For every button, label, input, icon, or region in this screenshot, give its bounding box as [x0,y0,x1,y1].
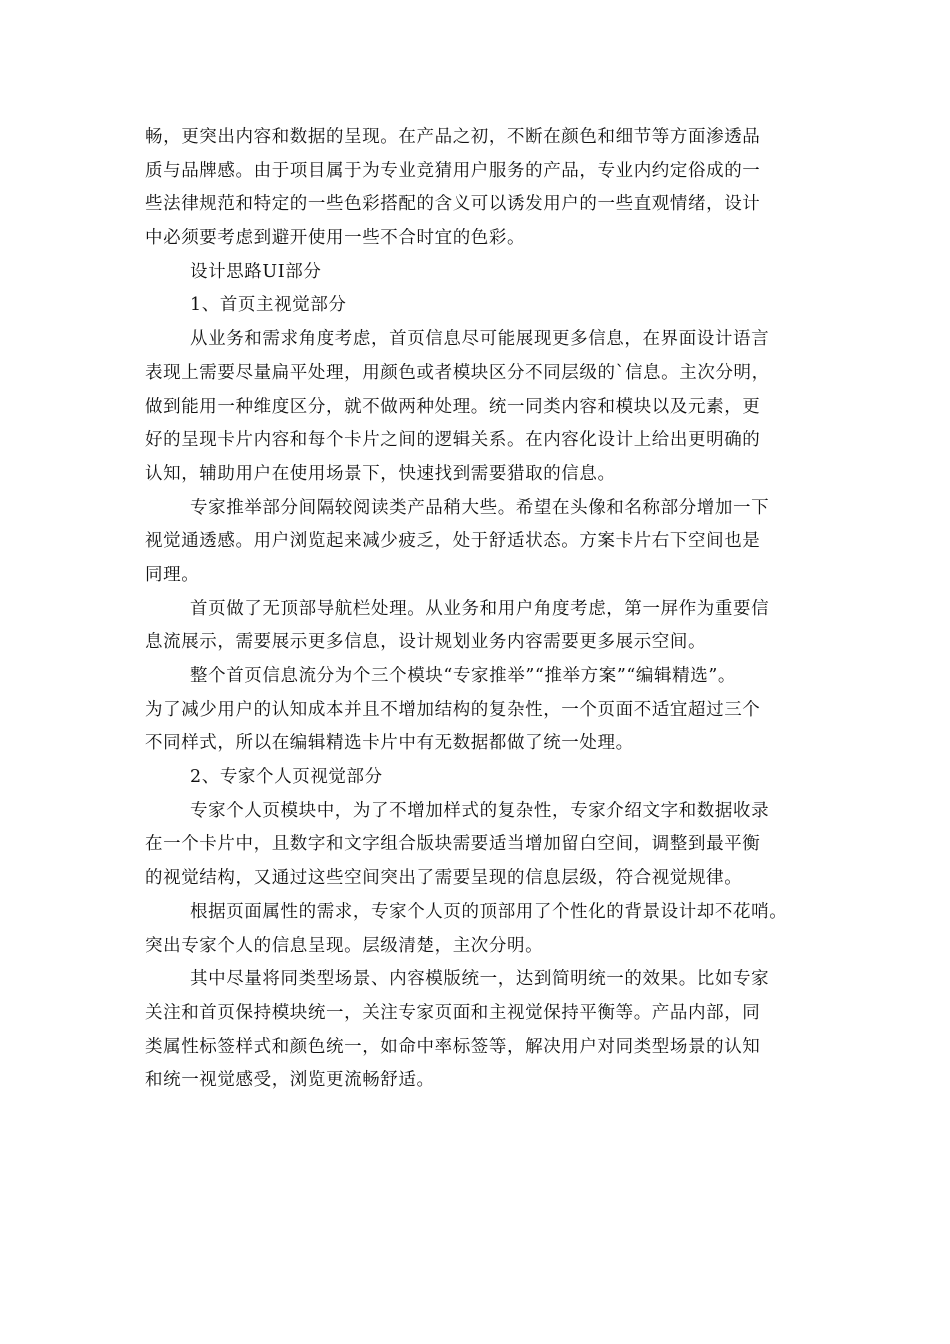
text-line: 为了减少用户的认知成本并且不增加结构的复杂性，一个页面不适宜超过三个 [145,699,761,720]
text-line: 做到能用一种维度区分，就不做两种处理。统一同类内容和模块以及元素，更 [145,396,761,417]
text-line: 和统一视觉感受，浏览更流畅舒适。 [145,1070,435,1091]
text-line: 根据页面属性的需求，专家个人页的顶部用了个性化的背景设计却不花哨。 [190,901,788,922]
document-body [145,121,825,1098]
text-line: 从业务和需求角度考虑，首页信息尽可能展现更多信息，在界面设计语言 [190,329,770,350]
text-line: 设计思路UI部分 [190,261,322,282]
text-line: 息流展示，需要展示更多信息，设计规划业务内容需要更多展示空间。 [145,632,707,653]
text-line: 不同样式，所以在编辑精选卡片中有无数据都做了统一处理。 [145,733,634,754]
text-line: 同理。 [145,564,200,585]
text-line: 畅，更突出内容和数据的呈现。在产品之初，不断在颜色和细节等方面渗透品 [145,127,761,147]
text-line: 2、专家个人页视觉部分 [190,767,383,788]
text-line: 类属性标签样式和颜色统一，如命中率标签等，解决用户对同类型场景的认知 [145,1036,761,1057]
text-line: 些法律规范和特定的一些色彩搭配的含义可以诱发用户的一些直观情绪，设计 [145,194,761,215]
text-line: 专家推举部分间隔较阅读类产品稍大些。希望在头像和名称部分增加一下 [190,497,770,518]
text-line: 突出专家个人的信息呈现。层级清楚，主次分明。 [145,935,544,956]
text-line: 关注和首页保持模块统一，关注专家页面和主视觉保持平衡等。产品内部，同 [145,1002,761,1023]
text-line: 中必须要考虑到避开使用一些不合时宜的色彩。 [145,228,526,249]
text-line: 专家个人页模块中，为了不增加样式的复杂性，专家介绍文字和数据收录 [190,800,770,821]
text-line: 表现上需要尽量扁平处理，用颜色或者模块区分不同层级的`信息。主次分明， [145,362,770,383]
text-line: 在一个卡片中，且数字和文字组合版块需要适当增加留白空间，调整到最平衡 [145,834,761,855]
text-line: 首页做了无顶部导航栏处理。从业务和用户角度考虑，第一屏作为重要信 [190,598,770,619]
text-line: 认知，辅助用户在使用场景下，快速找到需要猎取的信息。 [145,463,616,484]
text-line: 好的呈现卡片内容和每个卡片之间的逻辑关系。在内容化设计上给出更明确的 [145,430,761,451]
text-line: 质与品牌感。由于项目属于为专业竞猜用户服务的产品，专业内约定俗成的一 [145,160,761,181]
text-line: 其中尽量将同类型场景、内容模版统一，达到简明统一的效果。比如专家 [190,969,770,990]
text-line: 整个首页信息流分为个三个模块“专家推举”“推举方案”“编辑精选”。 [190,666,736,686]
text-line: 视觉通透感。用户浏览起来减少疲乏，处于舒适状态。方案卡片右下空间也是 [145,531,761,552]
text-line: 的视觉结构，又通过这些空间突出了需要呈现的信息层级，符合视觉规律。 [145,868,743,889]
text-line: 1、首页主视觉部分 [190,295,347,316]
